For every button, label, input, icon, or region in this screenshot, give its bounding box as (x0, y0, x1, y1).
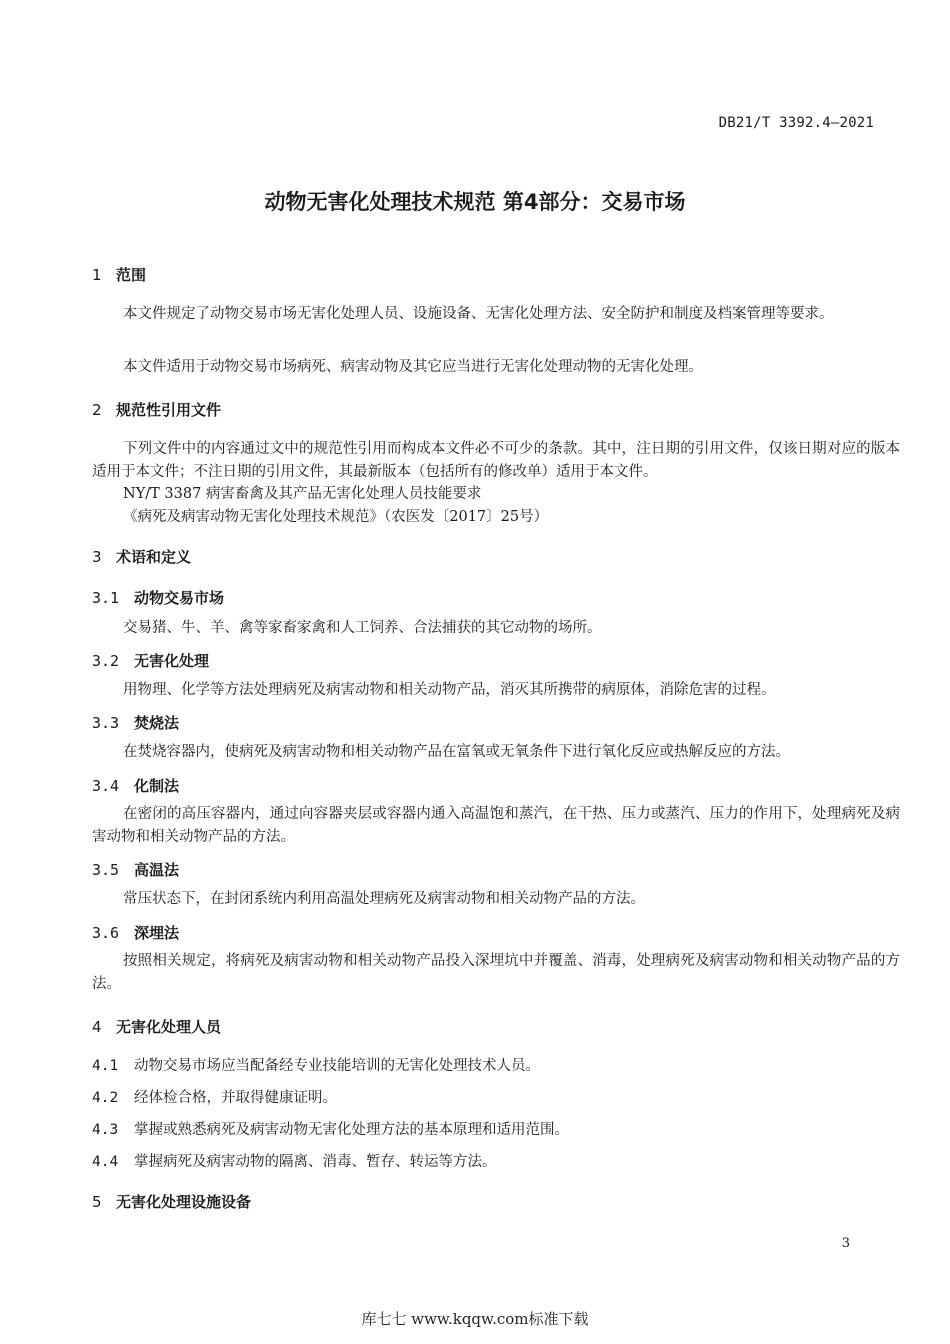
section-number: 2 (92, 401, 102, 419)
clause-text: 掌握或熟悉病死及病害动物无害化处理方法的基本原理和适用范围。 (134, 1122, 569, 1138)
clause-text: 经体检合格，并取得健康证明。 (134, 1090, 337, 1106)
clause-number: 4.3 (92, 1122, 119, 1138)
term-title: 焚烧法 (134, 714, 180, 732)
page-number: 3 (841, 1236, 850, 1251)
term-title: 动物交易市场 (134, 589, 225, 607)
term-heading (92, 859, 179, 880)
section-heading-5 (92, 1191, 251, 1212)
term-number: 3.6 (92, 924, 120, 942)
term-number: 3.5 (92, 861, 120, 879)
section-number: 3 (92, 548, 102, 566)
term-heading (92, 922, 179, 943)
section-title: 术语和定义 (116, 548, 192, 566)
term-title: 高温法 (134, 861, 180, 879)
term-heading (92, 712, 179, 733)
term-definition: 在密闭的高压容器内，通过向容器夹层或容器内通入高温饱和蒸汽，在干热、压力或蒸汽、压力的作用下，处理病死及病害动物和相关动物产品的方法。 (92, 806, 900, 845)
site-watermark: 库七七 www.kqqw.com标准下载 (361, 1310, 589, 1328)
term-definition: 在焚烧容器内，使病死及病害动物和相关动物产品在富氧或无氧条件下进行氧化反应或热解反应的方法。 (123, 744, 790, 760)
term-number: 3.4 (92, 777, 120, 795)
clause-number: 4.2 (92, 1090, 119, 1106)
section-heading-3 (92, 546, 191, 567)
section-number: 4 (92, 1018, 102, 1036)
section-title: 无害化处理设施设备 (116, 1193, 252, 1211)
term-heading (92, 587, 224, 608)
clause-number: 4.4 (92, 1154, 119, 1170)
clause-item (92, 1087, 337, 1110)
section-title: 规范性引用文件 (116, 401, 222, 419)
document-title: 动物无害化处理技术规范 第4部分：交易市场 (264, 190, 686, 214)
section-2-paragraph-1: 下列文件中的内容通过文中的规范性引用而构成本文件必不可少的条款。其中，注日期的引用文件，仅该日期对应的版本适用于本文件；不注日期的引用文件，其最新版本（包括所有的修改单）适用于本文件。 (92, 441, 900, 480)
document-code: DB21/T 3392.4—2021 (718, 115, 874, 131)
section-title: 范围 (116, 266, 147, 284)
clause-text: 动物交易市场应当配备经专业技能培训的无害化处理技术人员。 (134, 1058, 540, 1074)
section-1-paragraph-1: 本文件规定了动物交易市场无害化处理人员、设施设备、无害化处理方法、安全防护和制度及档案管理等要求。 (123, 306, 834, 322)
term-number: 3.1 (92, 589, 120, 607)
term-title: 无害化处理 (134, 652, 210, 670)
term-heading (92, 650, 209, 671)
term-definition: 按照相关规定，将病死及病害动物和相关动物产品投入深埋坑中并覆盖、消毒，处理病死及病害动物和相关动物产品的方法。 (92, 953, 900, 992)
term-definition: 常压状态下，在封闭系统内利用高温处理病死及病害动物和相关动物产品的方法。 (123, 891, 645, 907)
clause-item (92, 1055, 540, 1078)
clause-number: 4.1 (92, 1058, 119, 1074)
section-number: 1 (92, 266, 102, 284)
section-heading-4 (92, 1016, 221, 1037)
section-1-paragraph-2: 本文件适用于动物交易市场病死、病害动物及其它应当进行无害化处理动物的无害化处理。 (123, 359, 703, 375)
section-number: 5 (92, 1193, 102, 1211)
section-heading-2 (92, 399, 221, 420)
term-heading (92, 775, 179, 796)
term-number: 3.2 (92, 652, 120, 670)
term-definition: 用物理、化学等方法处理病死及病害动物和相关动物产品，消灭其所携带的病原体，消除危害的过程。 (123, 682, 776, 698)
section-title: 无害化处理人员 (116, 1018, 222, 1036)
term-title: 化制法 (134, 777, 180, 795)
normative-reference-2: 《病死及病害动物无害化处理技术规范》（农医发〔2017〕25号） (123, 509, 549, 525)
term-number: 3.3 (92, 714, 120, 732)
term-definition: 交易猪、牛、羊、禽等家畜家禽和人工饲养、合法捕获的其它动物的场所。 (123, 620, 602, 636)
clause-item (92, 1151, 497, 1174)
section-heading-1 (92, 264, 146, 285)
term-title: 深埋法 (134, 924, 180, 942)
clause-text: 掌握病死及病害动物的隔离、消毒、暂存、转运等方法。 (134, 1154, 497, 1170)
clause-item (92, 1119, 569, 1142)
normative-reference-1: NY/T 3387 病害畜禽及其产品无害化处理人员技能要求 (123, 486, 482, 502)
